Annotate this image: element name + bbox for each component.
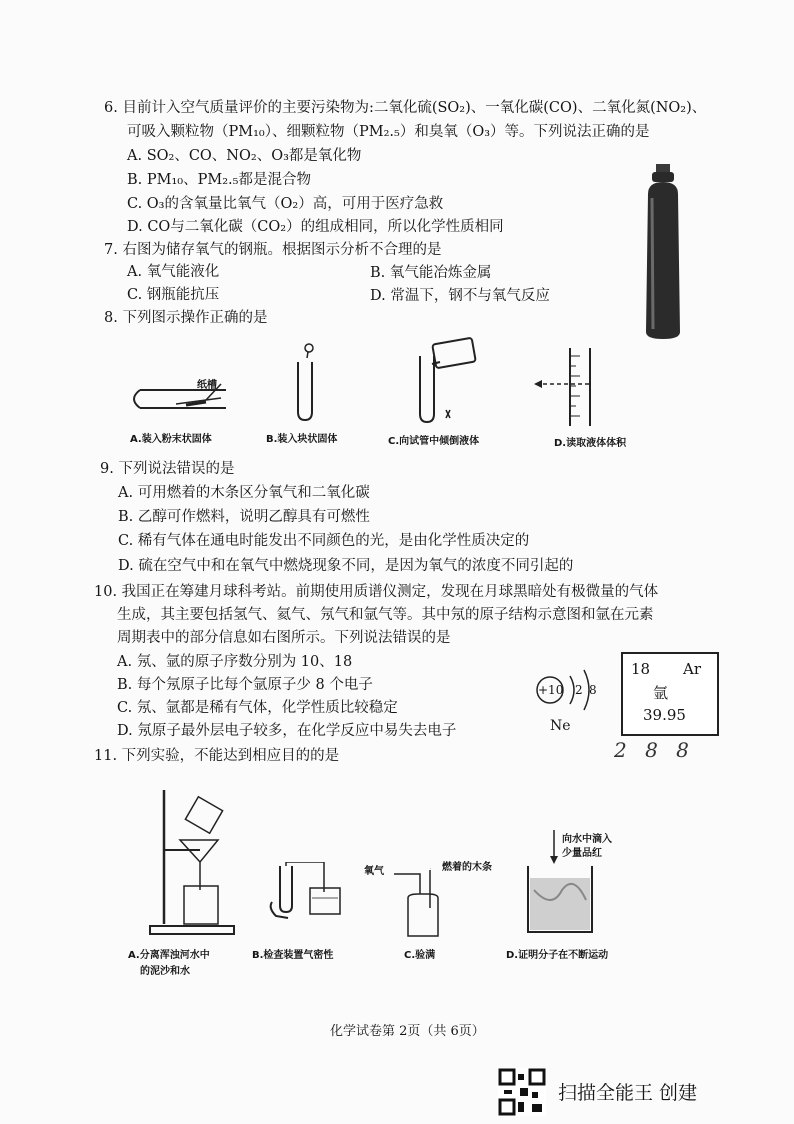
atomic-number: 18 xyxy=(631,660,651,678)
periodic-table-cell xyxy=(621,652,719,736)
beaker-icon xyxy=(522,830,602,940)
q9-option-a: A. 可用燃着的木条区分氧气和二氧化碳 xyxy=(118,485,370,501)
qr-code-icon xyxy=(498,1068,546,1116)
q7-stem: 7. 右图为储存氧气的钢瓶。根据图示分析不合理的是 xyxy=(104,242,442,258)
test-tube-icon xyxy=(290,342,320,422)
q11-caption-d: D.证明分子在不断运动 xyxy=(506,950,609,961)
q10-stem-line1: 10. 我国正在筹建月球科考站。前期使用质谱仪测定，发现在月球黑暗处有极微量的气体 xyxy=(94,584,659,600)
drop-dye-label-line2: 少量品红 xyxy=(562,848,602,859)
atomic-mass: 39.95 xyxy=(643,706,686,724)
q7-option-b: B. 氧气能冶炼金属 xyxy=(370,265,492,281)
gas-cylinder-icon xyxy=(636,164,692,340)
gas-bottle-icon xyxy=(390,868,450,940)
measuring-cylinder-icon xyxy=(530,346,600,428)
q10-option-a: A. 氖、氩的原子序数分别为 10、18 xyxy=(117,654,353,670)
q10-option-b: B. 每个氖原子比每个氩原子少 8 个电子 xyxy=(117,677,373,693)
q9-option-c: C. 稀有气体在通电时能发出不同颜色的光，是由化学性质决定的 xyxy=(118,533,530,549)
q9-stem: 9. 下列说法错误的是 xyxy=(100,461,235,477)
q8-caption-d: D.读取液体体积 xyxy=(554,438,627,449)
q11-stem: 11. 下列实验，不能达到相应目的的是 xyxy=(94,748,340,764)
q6-option-d: D. CO与二氧化碳（CO₂）的组成相同，所以化学性质相同 xyxy=(127,219,504,235)
atom-symbol: Ne xyxy=(550,718,571,734)
q6-stem-line2: 可吸入颗粒物（PM₁₀）、细颗粒物（PM₂.₅）和臭氧（O₃）等。下列说法正确的是 xyxy=(127,124,650,140)
paper-trough-label: 纸槽 xyxy=(197,380,217,391)
q9-option-d: D. 硫在空气中和在氧气中燃烧现象不同，是因为氧气的浓度不同引起的 xyxy=(118,558,574,574)
q10-stem-line2: 生成，其主要包括氢气、氦气、氖气和氩气等。其中氖的原子结构示意图和氩在元素 xyxy=(117,607,654,623)
funnel-stand-icon xyxy=(140,790,240,940)
q8-caption-a: A.装入粉末状固体 xyxy=(130,434,212,445)
scanner-watermark: 扫描全能王 创建 xyxy=(558,1082,698,1104)
page-footer: 化学试卷第 2页（共 6页） xyxy=(330,1024,485,1039)
element-symbol: Ar xyxy=(683,660,702,678)
test-tube-icon xyxy=(410,336,482,426)
element-name: 氩 xyxy=(653,684,669,702)
q11-caption-c: C.验满 xyxy=(404,950,436,961)
q8-caption-c: C.向试管中倾倒液体 xyxy=(388,436,480,447)
atom-shell-2: 8 xyxy=(589,683,597,697)
q8-caption-b: B.装入块状固体 xyxy=(266,434,338,445)
q6-option-b: B. PM₁₀、PM₂.₅都是混合物 xyxy=(127,172,311,188)
burning-stick-label: 燃着的木条 xyxy=(442,862,492,873)
q10-stem-line3: 周期表中的部分信息如右图所示。下列说法错误的是 xyxy=(117,630,451,646)
q6-option-c: C. O₃的含氧量比氧气（O₂）高，可用于医疗急救 xyxy=(127,196,444,212)
q7-option-d: D. 常温下，钢不与氧气反应 xyxy=(370,288,550,304)
q11-caption-b: B.检查装置气密性 xyxy=(252,950,334,961)
q7-option-c: C. 钢瓶能抗压 xyxy=(127,287,220,303)
handwritten-note: 2 8 8 xyxy=(614,738,695,762)
q10-option-c: C. 氖、氩都是稀有气体，化学性质比较稳定 xyxy=(117,700,398,716)
atom-nucleus-charge: +10 xyxy=(538,683,564,697)
q6-option-a: A. SO₂、CO、NO₂、O₃都是氧化物 xyxy=(127,148,362,164)
airtight-check-apparatus xyxy=(266,862,346,922)
q9-option-b: B. 乙醇可作燃料，说明乙醇具有可燃性 xyxy=(118,509,370,525)
oxygen-label: 氧气 xyxy=(364,866,384,877)
test-tube-icon xyxy=(126,372,236,414)
q10-option-d: D. 氖原子最外层电子较多，在化学反应中易失去电子 xyxy=(117,723,457,739)
q11-caption-a-line1: A.分离浑浊河水中 xyxy=(128,950,210,961)
drop-dye-label-line1: 向水中滴入 xyxy=(562,834,612,845)
q7-option-a: A. 氧气能液化 xyxy=(127,264,220,280)
q6-stem-line1: 6. 目前计入空气质量评价的主要污染物为:二氧化硫(SO₂)、一氧化碳(CO)、二氧化氮(NO₂)、 xyxy=(104,100,707,116)
q11-caption-a-line2: 的泥沙和水 xyxy=(140,966,190,977)
q8-stem: 8. 下列图示操作正确的是 xyxy=(104,310,268,326)
atom-shell-1: 2 xyxy=(575,683,583,697)
